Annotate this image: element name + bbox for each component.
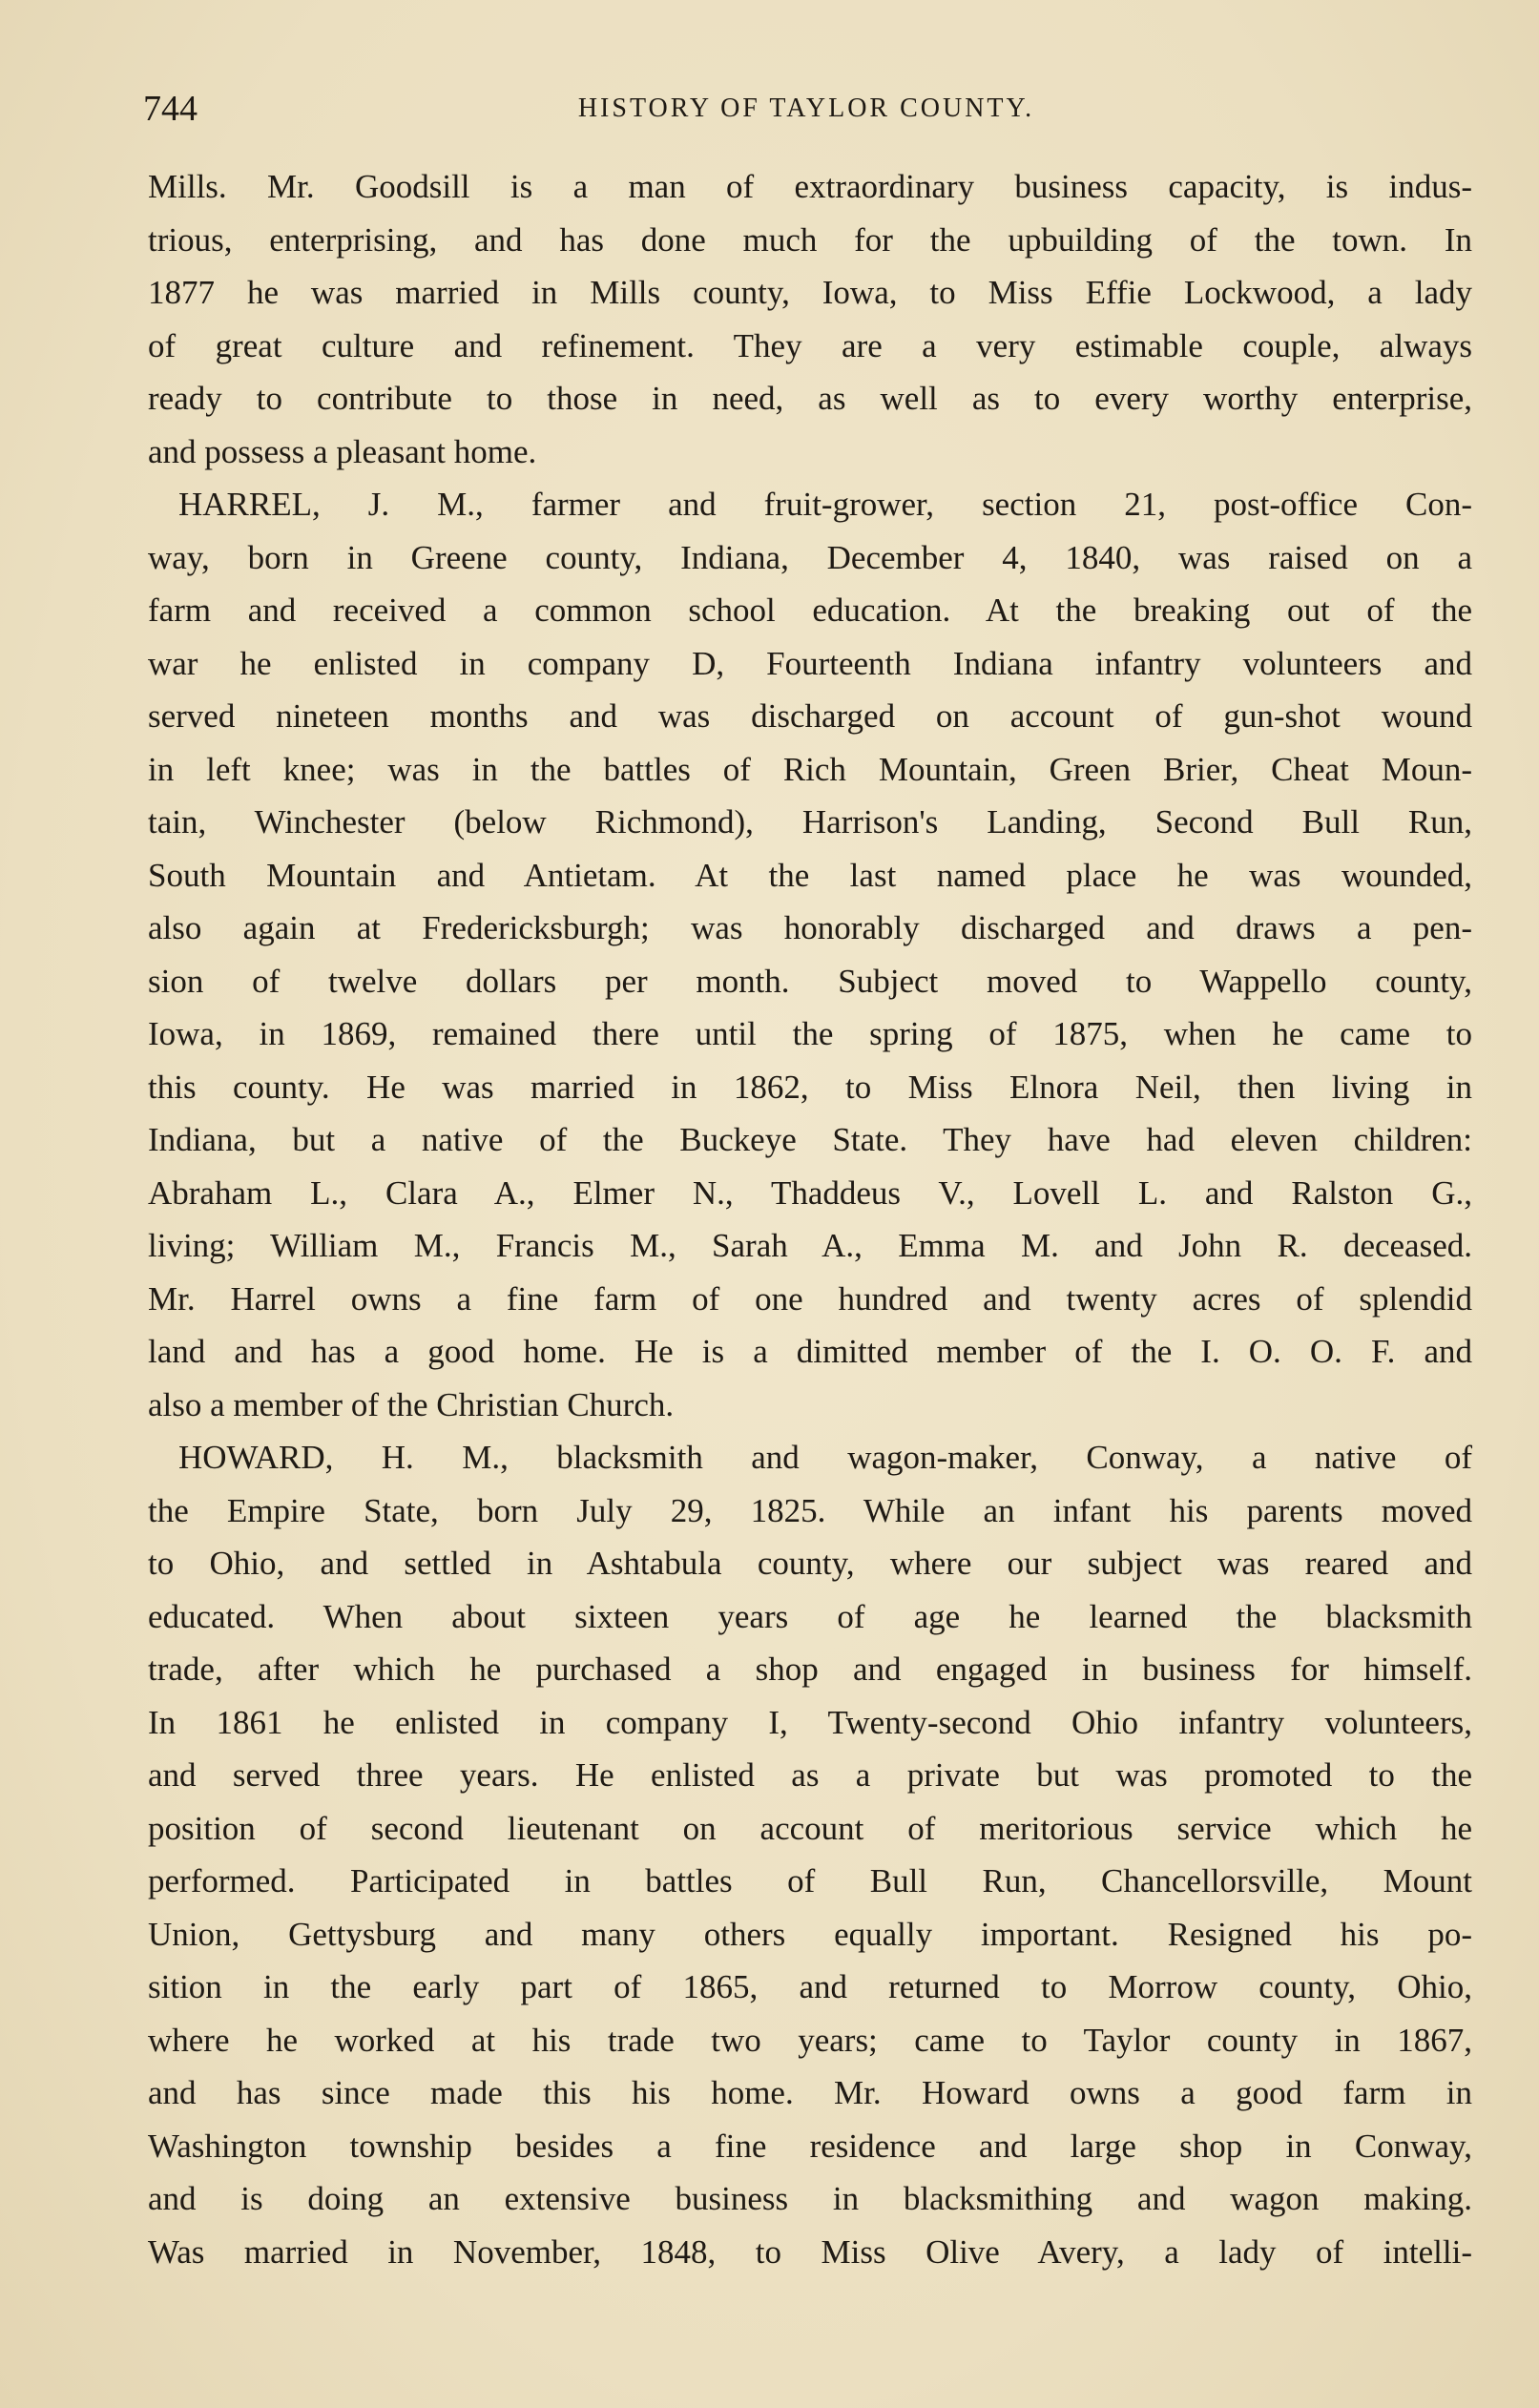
text-line: Mr. Harrel owns a fine farm of one hundred and twenty acres of splendid [148, 1279, 1472, 1318]
text-line: of great culture and refinement. They are a very estimable couple, always [148, 326, 1472, 364]
text-line: trious, enterprising, and has done much for the upbuilding of the town. In [148, 220, 1472, 259]
text-line: and is doing an extensive business in blacksmithing and wagon making. [148, 2180, 1472, 2217]
text-line: served nineteen months and was discharged on account of gun-shot wound [148, 697, 1472, 735]
text-line: where he worked at his trade two years; came to Taylor county in 1867, [148, 2021, 1472, 2059]
text-line: way, born in Greene county, Indiana, December 4, 1840, was raised on a [148, 538, 1472, 576]
text-line: performed. Participated in battles of Bull Run, Chancellorsville, Mount [148, 1862, 1472, 1899]
text-line: ready to contribute to those in need, as well as to every worthy enterprise, [148, 380, 1472, 417]
text-line: educated. When about sixteen years of age he learned the blacksmith [148, 1597, 1472, 1635]
text-line: also a member of the Christian Church. [148, 1385, 675, 1423]
body-text [148, 160, 1472, 2278]
text-line: living; William M., Francis M., Sarah A., Emma M. and John R. deceased. [148, 1227, 1472, 1264]
text-line: Union, Gettysburg and many others equally important. Resigned his po- [148, 1915, 1472, 1953]
text-line: 1877 he was married in Mills county, Iowa, to Miss Effie Lockwood, a lady [148, 274, 1472, 311]
text-line: Iowa, in 1869, remained there until the spring of 1875, when he came to [148, 1015, 1472, 1052]
text-line: Was married in November, 1848, to Miss Olive Avery, a lady of intelli- [148, 2232, 1472, 2271]
running-head: HISTORY OF TAYLOR COUNTY. [577, 93, 1035, 123]
text-line: farm and received a common school education. At the breaking out of the [148, 592, 1472, 629]
text-line: sition in the early part of 1865, and returned to Morrow county, Ohio, [148, 1968, 1472, 2005]
text-line: to Ohio, and settled in Ashtabula county, where our subject was reared and [148, 1545, 1472, 1582]
text-line: HARREL, J. M., farmer and fruit-grower, section 21, post-office Con- [178, 486, 1472, 523]
text-line: trade, after which he purchased a shop and engaged in business for himself. [148, 1650, 1472, 1688]
text-line: also again at Fredericksburgh; was honorably discharged and draws a pen- [148, 909, 1472, 946]
text-line: war he enlisted in company D, Fourteenth Indiana infantry volunteers and [148, 644, 1472, 682]
text-line: South Mountain and Antietam. At the last named place he was wounded, [148, 856, 1472, 894]
page-number: 744 [143, 89, 198, 129]
text-line: land and has a good home. He is a dimitted member of the I. O. O. F. and [148, 1333, 1472, 1370]
text-line: position of second lieutenant on account of meritorious service which he [148, 1809, 1472, 1847]
text-line: in left knee; was in the battles of Rich Mountain, Green Brier, Cheat Moun- [148, 750, 1472, 788]
text-line: tain, Winchester (below Richmond), Harrison's Landing, Second Bull Run, [148, 803, 1472, 841]
text-line: Abraham L., Clara A., Elmer N., Thaddeus V., Lovell L. and Ralston G., [148, 1173, 1472, 1212]
text-line: the Empire State, born July 29, 1825. While an infant his parents moved [148, 1491, 1472, 1529]
text-line: and possess a pleasant home. [148, 432, 537, 470]
text-line: sion of twelve dollars per month. Subject moved to Wappello county, [148, 962, 1472, 1000]
page-header [138, 88, 1474, 135]
text-line: Mills. Mr. Goodsill is a man of extraordinary business capacity, is indus- [148, 168, 1472, 205]
text-line: Indiana, but a native of the Buckeye State. They have had eleven children: [148, 1121, 1472, 1158]
text-line: Washington township besides a fine residence and large shop in Conway, [148, 2127, 1472, 2165]
text-line: this county. He was married in 1862, to Miss Elnora Neil, then living in [148, 1068, 1472, 1106]
text-line: HOWARD, H. M., blacksmith and wagon-maker, Conway, a native of [178, 1439, 1472, 1476]
text-line: In 1861 he enlisted in company I, Twenty-second Ohio infantry volunteers, [148, 1703, 1472, 1741]
text-line: and has since made this his home. Mr. Howard owns a good farm in [148, 2074, 1472, 2111]
text-line: and served three years. He enlisted as a private but was promoted to the [148, 1756, 1472, 1794]
